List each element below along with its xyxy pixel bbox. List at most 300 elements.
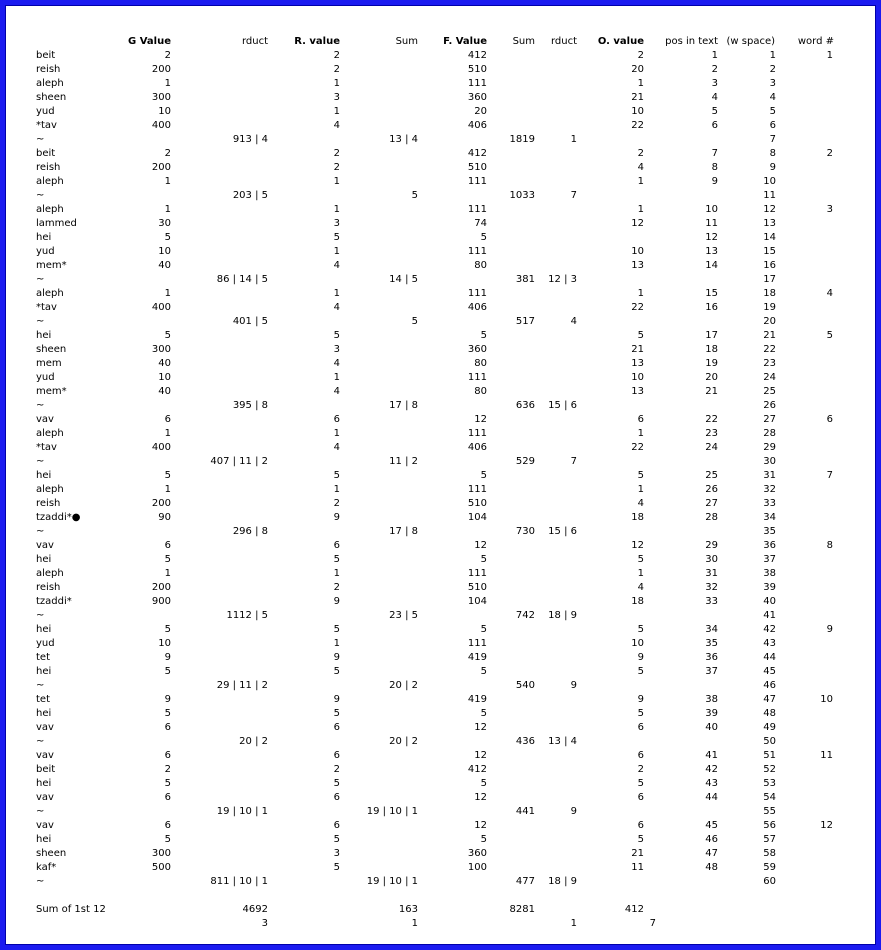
row-r-value: 1 (333, 106, 340, 117)
row-position-with-space: 3 (769, 78, 776, 89)
subtotal-r-sum: 17 | 8 (389, 526, 418, 537)
row-f-value: 412 (467, 764, 487, 775)
row-position: 20 (705, 372, 718, 383)
row-letter: hei (36, 330, 52, 341)
row-o-value: 9 (637, 694, 644, 705)
subtotal-f-product: 18 | 9 (548, 610, 577, 621)
row-position: 23 (705, 428, 718, 439)
subtotal-position-with-space: 30 (763, 456, 776, 467)
row-position-with-space: 4 (769, 92, 776, 103)
row-letter: reish (36, 498, 61, 509)
row-g-value: 400 (151, 442, 171, 453)
row-o-value: 5 (637, 624, 644, 635)
row-position: 3 (711, 78, 718, 89)
row-g-value: 5 (164, 778, 171, 789)
row-position-with-space: 33 (763, 498, 776, 509)
row-f-value: 5 (480, 708, 487, 719)
subtotal-letter: ~ (36, 134, 45, 145)
row-r-value: 1 (333, 568, 340, 579)
row-r-value: 5 (333, 708, 340, 719)
row-r-value: 6 (333, 414, 340, 425)
row-f-value: 406 (467, 302, 487, 313)
subtotal-r-sum: 14 | 5 (389, 274, 418, 285)
subtotal-letter: ~ (36, 806, 45, 817)
subtotal-g-product: 19 | 10 | 1 (216, 806, 268, 817)
row-r-value: 5 (333, 778, 340, 789)
row-r-value: 2 (333, 498, 340, 509)
row-letter: hei (36, 232, 52, 243)
row-o-value: 10 (631, 372, 644, 383)
row-o-value: 13 (631, 260, 644, 271)
row-g-value: 6 (164, 540, 171, 551)
row-position: 40 (705, 722, 718, 733)
subtotal-r-sum: 19 | 10 | 1 (366, 876, 418, 887)
subtotal-position-with-space: 55 (763, 806, 776, 817)
row-position-with-space: 52 (763, 764, 776, 775)
row-position-with-space: 40 (763, 596, 776, 607)
subtotal-f-sum: 477 (515, 876, 535, 887)
row-r-value: 2 (333, 50, 340, 61)
row-letter: reish (36, 162, 61, 173)
row-word-number: 3 (826, 204, 833, 215)
row-position: 32 (705, 582, 718, 593)
row-g-value: 5 (164, 834, 171, 845)
row-g-value: 1 (164, 204, 171, 215)
column-header-r-value: R. value (294, 36, 340, 47)
row-o-value: 5 (637, 778, 644, 789)
row-position: 35 (705, 638, 718, 649)
row-f-value: 12 (474, 414, 487, 425)
row-position-with-space: 57 (763, 834, 776, 845)
subtotal-position-with-space: 60 (763, 876, 776, 887)
row-f-value: 406 (467, 442, 487, 453)
subtotal-f-sum: 730 (515, 526, 535, 537)
row-position: 19 (705, 358, 718, 369)
row-o-value: 12 (631, 218, 644, 229)
column-header-o-value: O. value (597, 36, 644, 47)
row-letter: mem (36, 358, 62, 369)
row-r-value: 9 (333, 596, 340, 607)
summary-f-total: 8281 (509, 904, 535, 915)
row-letter: hei (36, 666, 52, 677)
row-letter: mem* (36, 386, 67, 397)
row-f-value: 5 (480, 232, 487, 243)
subtotal-f-product: 15 | 6 (548, 526, 577, 537)
row-position: 33 (705, 596, 718, 607)
row-f-value: 104 (467, 596, 487, 607)
row-g-value: 400 (151, 120, 171, 131)
row-position: 37 (705, 666, 718, 677)
row-o-value: 5 (637, 554, 644, 565)
row-g-value: 300 (151, 92, 171, 103)
row-letter: vav (36, 414, 54, 425)
subtotal-position-with-space: 20 (763, 316, 776, 327)
row-o-value: 13 (631, 358, 644, 369)
document-page (5, 5, 876, 945)
row-g-value: 1 (164, 78, 171, 89)
subtotal-letter: ~ (36, 526, 45, 537)
row-o-value: 4 (637, 582, 644, 593)
row-f-value: 5 (480, 666, 487, 677)
row-letter: reish (36, 582, 61, 593)
row-f-value: 360 (467, 92, 487, 103)
row-word-number: 7 (826, 470, 833, 481)
row-g-value: 6 (164, 750, 171, 761)
row-g-value: 9 (164, 694, 171, 705)
subtotal-f-product: 7 (570, 190, 577, 201)
row-letter: *tav (36, 120, 57, 131)
row-g-value: 10 (158, 638, 171, 649)
row-g-value: 5 (164, 330, 171, 341)
row-o-value: 2 (637, 148, 644, 159)
row-g-value: 5 (164, 666, 171, 677)
row-position-with-space: 27 (763, 414, 776, 425)
row-position: 16 (705, 302, 718, 313)
subtotal-f-sum: 1033 (509, 190, 535, 201)
row-letter: aleph (36, 78, 64, 89)
row-o-value: 5 (637, 666, 644, 677)
row-position-with-space: 54 (763, 792, 776, 803)
row-letter: *tav (36, 442, 57, 453)
row-f-value: 12 (474, 792, 487, 803)
row-letter: yud (36, 246, 55, 257)
row-position-with-space: 10 (763, 176, 776, 187)
row-g-value: 1 (164, 568, 171, 579)
subtotal-letter: ~ (36, 456, 45, 467)
subtotal-g-product: 395 | 8 (232, 400, 268, 411)
row-position: 2 (711, 64, 718, 75)
row-g-value: 5 (164, 554, 171, 565)
row-position-with-space: 44 (763, 652, 776, 663)
subtotal-position-with-space: 26 (763, 400, 776, 411)
row-letter: reish (36, 64, 61, 75)
row-word-number: 1 (826, 50, 833, 61)
row-g-value: 10 (158, 246, 171, 257)
row-f-value: 111 (467, 246, 487, 257)
row-position: 39 (705, 708, 718, 719)
row-position-with-space: 37 (763, 554, 776, 565)
subtotal-letter: ~ (36, 274, 45, 285)
row-g-value: 900 (151, 596, 171, 607)
row-f-value: 5 (480, 778, 487, 789)
row-position: 13 (705, 246, 718, 257)
subtotal-letter: ~ (36, 680, 45, 691)
row-r-value: 3 (333, 344, 340, 355)
row-o-value: 13 (631, 386, 644, 397)
row-word-number: 12 (820, 820, 833, 831)
row-position: 25 (705, 470, 718, 481)
column-header-sum1: Sum (395, 36, 418, 47)
row-o-value: 10 (631, 106, 644, 117)
row-position: 47 (705, 848, 718, 859)
row-f-value: 80 (474, 260, 487, 271)
row-letter: sheen (36, 848, 67, 859)
row-f-value: 360 (467, 848, 487, 859)
row-position: 17 (705, 330, 718, 341)
row-f-value: 74 (474, 218, 487, 229)
row-position-with-space: 25 (763, 386, 776, 397)
row-position: 21 (705, 386, 718, 397)
row-position: 44 (705, 792, 718, 803)
row-g-value: 6 (164, 722, 171, 733)
row-position: 7 (711, 148, 718, 159)
row-g-value: 6 (164, 820, 171, 831)
subtotal-f-product: 9 (570, 680, 577, 691)
row-position-with-space: 58 (763, 848, 776, 859)
row-g-value: 30 (158, 218, 171, 229)
row-f-value: 12 (474, 820, 487, 831)
subtotal-r-sum: 19 | 10 | 1 (366, 806, 418, 817)
row-g-value: 300 (151, 848, 171, 859)
subtotal-letter: ~ (36, 610, 45, 621)
row-r-value: 6 (333, 540, 340, 551)
row-position-with-space: 36 (763, 540, 776, 551)
row-r-value: 6 (333, 792, 340, 803)
subtotal-f-product: 13 | 4 (548, 736, 577, 747)
row-f-value: 5 (480, 554, 487, 565)
row-o-value: 5 (637, 708, 644, 719)
row-g-value: 1 (164, 176, 171, 187)
row-r-value: 4 (333, 358, 340, 369)
row-f-value: 111 (467, 638, 487, 649)
row-o-value: 18 (631, 596, 644, 607)
row-position: 26 (705, 484, 718, 495)
row-o-value: 11 (631, 862, 644, 873)
subtotal-r-sum: 5 (411, 190, 418, 201)
row-r-value: 9 (333, 512, 340, 523)
row-f-value: 111 (467, 568, 487, 579)
row-g-value: 10 (158, 372, 171, 383)
subtotal-f-sum: 529 (515, 456, 535, 467)
row-f-value: 111 (467, 428, 487, 439)
row-position-with-space: 53 (763, 778, 776, 789)
row-f-value: 80 (474, 358, 487, 369)
row-position-with-space: 18 (763, 288, 776, 299)
row-r-value: 6 (333, 820, 340, 831)
row-o-value: 6 (637, 722, 644, 733)
row-r-value: 5 (333, 666, 340, 677)
row-letter: vav (36, 792, 54, 803)
row-position-with-space: 43 (763, 638, 776, 649)
row-f-value: 111 (467, 484, 487, 495)
row-r-value: 9 (333, 652, 340, 663)
row-position: 22 (705, 414, 718, 425)
row-o-value: 10 (631, 638, 644, 649)
row-position: 42 (705, 764, 718, 775)
column-header-product1: rduct (241, 36, 268, 47)
subtotal-f-product: 1 (570, 134, 577, 145)
row-position-with-space: 5 (769, 106, 776, 117)
subtotal-r-sum: 23 | 5 (389, 610, 418, 621)
row-r-value: 1 (333, 428, 340, 439)
subtotal-g-product: 29 | 11 | 2 (216, 680, 268, 691)
row-o-value: 18 (631, 512, 644, 523)
row-f-value: 111 (467, 288, 487, 299)
subtotal-f-product: 9 (570, 806, 577, 817)
row-letter: *tav (36, 302, 57, 313)
row-r-value: 3 (333, 218, 340, 229)
summary-r-total: 163 (398, 904, 418, 915)
subtotal-f-sum: 636 (515, 400, 535, 411)
row-r-value: 1 (333, 176, 340, 187)
subtotal-g-product: 913 | 4 (232, 134, 268, 145)
row-f-value: 5 (480, 470, 487, 481)
row-g-value: 1 (164, 484, 171, 495)
row-word-number: 11 (820, 750, 833, 761)
row-r-value: 1 (333, 204, 340, 215)
subtotal-r-sum: 11 | 2 (389, 456, 418, 467)
row-g-value: 200 (151, 162, 171, 173)
subtotal-letter: ~ (36, 190, 45, 201)
row-position-with-space: 21 (763, 330, 776, 341)
row-position: 30 (705, 554, 718, 565)
row-r-value: 1 (333, 372, 340, 383)
row-g-value: 2 (164, 50, 171, 61)
summary-o-reduced: 7 (649, 918, 656, 929)
row-r-value: 6 (333, 750, 340, 761)
row-r-value: 5 (333, 330, 340, 341)
row-position: 10 (705, 204, 718, 215)
row-o-value: 10 (631, 246, 644, 257)
row-letter: lammed (36, 218, 77, 229)
row-g-value: 500 (151, 862, 171, 873)
row-f-value: 12 (474, 722, 487, 733)
subtotal-r-sum: 17 | 8 (389, 400, 418, 411)
column-header-sum2: Sum (512, 36, 535, 47)
subtotal-position-with-space: 17 (763, 274, 776, 285)
subtotal-letter: ~ (36, 316, 45, 327)
row-o-value: 1 (637, 484, 644, 495)
row-o-value: 6 (637, 414, 644, 425)
subtotal-position-with-space: 50 (763, 736, 776, 747)
row-position-with-space: 14 (763, 232, 776, 243)
row-word-number: 5 (826, 330, 833, 341)
row-letter: mem* (36, 260, 67, 271)
row-letter: hei (36, 778, 52, 789)
row-r-value: 4 (333, 260, 340, 271)
row-position-with-space: 31 (763, 470, 776, 481)
row-r-value: 2 (333, 148, 340, 159)
row-letter: aleph (36, 176, 64, 187)
row-f-value: 510 (467, 582, 487, 593)
row-o-value: 21 (631, 344, 644, 355)
row-f-value: 111 (467, 204, 487, 215)
row-o-value: 5 (637, 330, 644, 341)
row-f-value: 20 (474, 106, 487, 117)
subtotal-r-sum: 20 | 2 (389, 736, 418, 747)
row-position: 36 (705, 652, 718, 663)
row-position-with-space: 32 (763, 484, 776, 495)
row-f-value: 104 (467, 512, 487, 523)
row-position-with-space: 39 (763, 582, 776, 593)
row-r-value: 1 (333, 78, 340, 89)
row-position: 38 (705, 694, 718, 705)
row-letter: hei (36, 834, 52, 845)
row-position: 9 (711, 176, 718, 187)
row-position: 34 (705, 624, 718, 635)
row-letter: hei (36, 708, 52, 719)
subtotal-f-product: 4 (570, 316, 577, 327)
row-f-value: 5 (480, 624, 487, 635)
row-g-value: 400 (151, 302, 171, 313)
row-r-value: 1 (333, 246, 340, 257)
summary-product-reduced: 3 (261, 918, 268, 929)
row-g-value: 10 (158, 106, 171, 117)
row-f-value: 100 (467, 862, 487, 873)
row-r-value: 5 (333, 232, 340, 243)
subtotal-letter: ~ (36, 736, 45, 747)
row-position-with-space: 23 (763, 358, 776, 369)
row-position: 11 (705, 218, 718, 229)
row-g-value: 9 (164, 652, 171, 663)
column-header-f-value: F. Value (443, 36, 487, 47)
row-r-value: 5 (333, 470, 340, 481)
subtotal-g-product: 1112 | 5 (226, 610, 268, 621)
row-position: 29 (705, 540, 718, 551)
row-position-with-space: 59 (763, 862, 776, 873)
row-letter: yud (36, 106, 55, 117)
row-position-with-space: 34 (763, 512, 776, 523)
row-o-value: 1 (637, 428, 644, 439)
row-r-value: 2 (333, 764, 340, 775)
row-g-value: 5 (164, 708, 171, 719)
row-g-value: 200 (151, 498, 171, 509)
row-letter: aleph (36, 204, 64, 215)
row-position-with-space: 2 (769, 64, 776, 75)
row-r-value: 4 (333, 120, 340, 131)
row-g-value: 6 (164, 792, 171, 803)
row-position-with-space: 28 (763, 428, 776, 439)
row-position-with-space: 47 (763, 694, 776, 705)
row-r-value: 5 (333, 624, 340, 635)
column-header-word-num: word # (797, 36, 834, 47)
row-letter: beit (36, 50, 56, 61)
column-header-product2: rduct (550, 36, 577, 47)
row-letter: aleph (36, 288, 64, 299)
row-position: 14 (705, 260, 718, 271)
row-r-value: 4 (333, 386, 340, 397)
subtotal-f-sum: 517 (515, 316, 535, 327)
column-header-pos-in-text: pos in text (665, 36, 718, 47)
row-f-value: 510 (467, 64, 487, 75)
row-word-number: 4 (826, 288, 833, 299)
row-f-value: 12 (474, 540, 487, 551)
row-position: 8 (711, 162, 718, 173)
row-o-value: 1 (637, 204, 644, 215)
row-position: 15 (705, 288, 718, 299)
row-position-with-space: 56 (763, 820, 776, 831)
row-o-value: 5 (637, 470, 644, 481)
row-f-value: 412 (467, 148, 487, 159)
row-r-value: 5 (333, 554, 340, 565)
summary-product-total: 4692 (242, 904, 268, 915)
row-r-value: 2 (333, 582, 340, 593)
row-position: 45 (705, 820, 718, 831)
row-f-value: 80 (474, 386, 487, 397)
row-r-value: 1 (333, 638, 340, 649)
subtotal-position-with-space: 11 (763, 190, 776, 201)
row-position: 18 (705, 344, 718, 355)
subtotal-g-product: 401 | 5 (232, 316, 268, 327)
row-f-value: 111 (467, 78, 487, 89)
summary-r-reduced: 1 (411, 918, 418, 929)
row-position-with-space: 42 (763, 624, 776, 635)
row-f-value: 12 (474, 750, 487, 761)
row-position-with-space: 49 (763, 722, 776, 733)
row-o-value: 22 (631, 442, 644, 453)
row-letter: aleph (36, 568, 64, 579)
row-letter: vav (36, 750, 54, 761)
